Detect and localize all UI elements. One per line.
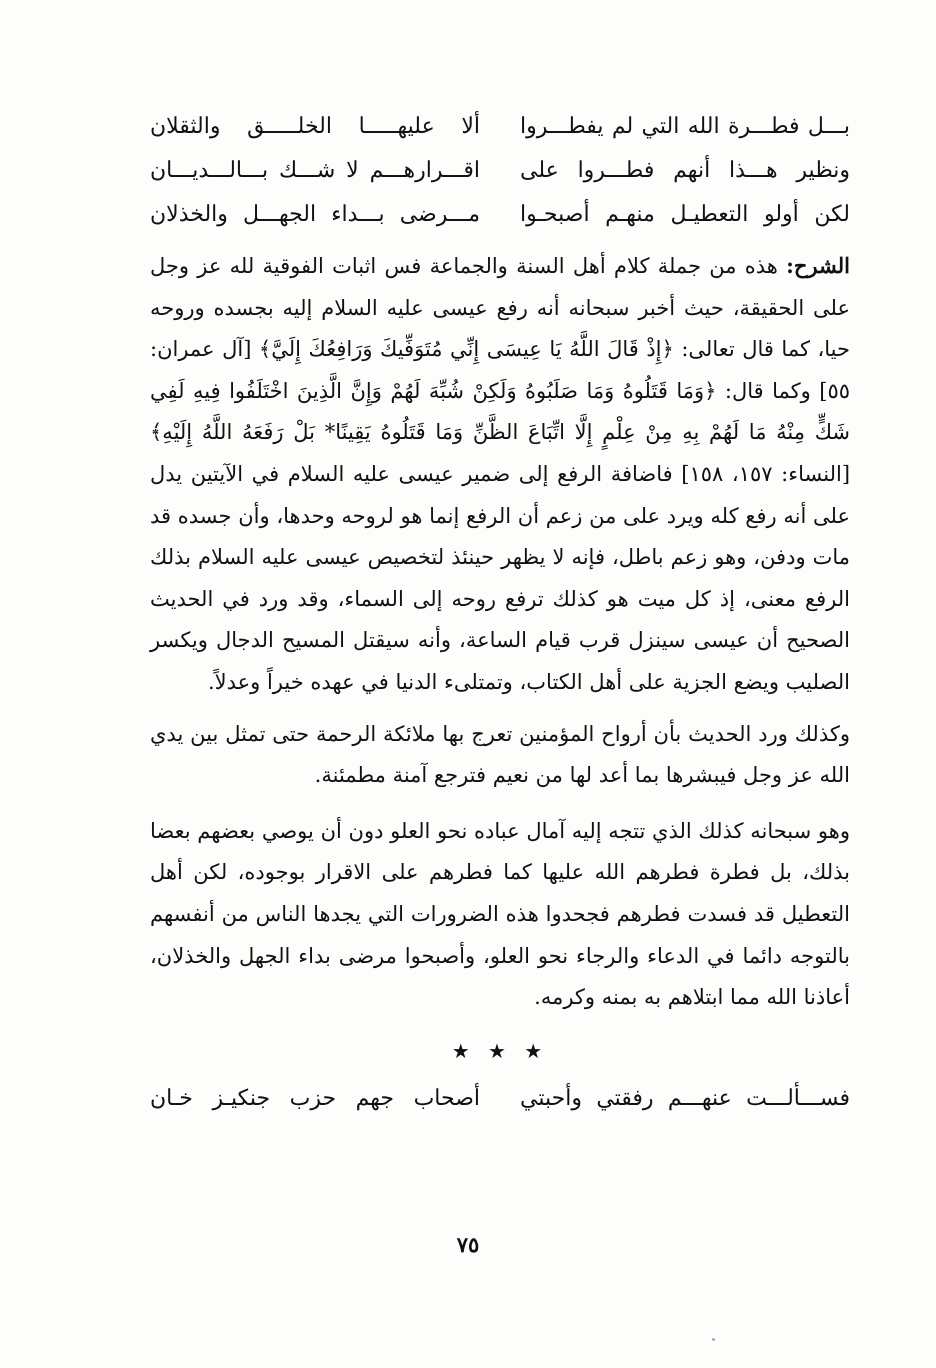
commentary-paragraph bbox=[150, 245, 850, 704]
verse-second-hemistich: أصحاب جهم حزب جنكيـز خـان bbox=[150, 1085, 480, 1111]
commentary-text: هذه من جملة كلام أهل السنة والجماعة فس اثبات الفوقية لله عز وجل على الحقيقة، حيث أخبر سبحانه أنه رفع عيسى عليه السلام إليه بجسده وروحه حيا، كما قال تعالى: ﴿إِذْ قَالَ اللَّهُ يَا عِيسَى إِنِّي مُتَوَفِّيكَ وَرَافِعُكَ إِلَيَّ﴾ [آل عمران: ٥٥] وكما قال: ﴿وَمَا قَتَلُوهُ وَمَا صَلَبُوهُ وَلَكِنْ شُبِّهَ لَهُمْ وَإِنَّ الَّذِينَ اخْتَلَفُوا فِيهِ لَفِي شَكٍّ مِنْهُ مَا لَهُمْ بِهِ مِنْ عِلْمٍ إِلَّا اتِّبَاعَ الظَّنِّ وَمَا قَتَلُوهُ يَقِينًا* بَلْ رَفَعَهُ اللَّهُ إِلَيْهِ﴾ [النساء: ١٥٧، ١٥٨] فاضافة الرفع إلى ضمير عيسى عليه السلام في الآيتين يدل على أنه رفع كله ويرد على من زعم أن الرفع إنما هو لروحه وحدها، وأن جسده قد مات ودفن، وهو زعم باطل، فإنه لا يظهر حينئذ لتخصيص عيسى عليه السلام بذلك الرفع معنى، إذ كل ميت هو كذلك ترفع روحه إلى السماء، وقد ورد في الحديث الصحيح أن عيسى سينزل قرب قيام الساعة، وأنه سيقتل المسيح الدجال ويكسر الصليب ويضع الجزية على أهل الكتاب، وتمتلىء الدنيا في عهده خيراً وعدلاً. bbox=[150, 254, 851, 694]
verse-second-hemistich: مـــرضى بـــداء الجهـــل والخذلان bbox=[150, 202, 480, 227]
body-paragraph: وهو سبحانه كذلك الذي تتجه إليه آمال عباده نحو العلو دون أن يوصي بعضهم بعضا بذلك، بل فطرة فطرهم الله عليها كما فطرهم على الاقرار بوجوده، لكن أهل التعطيل قد فسدت فطرهم فجحدوا هذه الضرورات التي يجدها الناس من أنفسهم بالتوجه دائما في الدعاء والرجاء نحو العلو، وأصبحوا مرضى بداء الجهل والخذلان، أعاذنا الله مما ابتلاهم به بمنه وكرمه. bbox=[150, 818, 850, 1010]
commentary-label: الشرح: bbox=[786, 253, 850, 278]
poem-verse-bottom bbox=[150, 1077, 850, 1121]
verse-second-hemistich: ألا عليهـــــا الخلـــــق والثقلان bbox=[150, 114, 480, 139]
poem-verse bbox=[150, 149, 850, 193]
body-paragraph: وكذلك ورد الحديث بأن أرواح المؤمنين تعرج بها ملائكة الرحمة حتى تمثل بين يدي الله عز وجل فيبشرها بما أعد لها من نعيم فترجع آمنة مطمئنة. bbox=[150, 721, 850, 788]
page-number: ٧٥ bbox=[456, 1232, 480, 1257]
verse-second-hemistich: اقـــرارهـــم لا شـــك بـــالـــديـــان bbox=[150, 158, 480, 183]
verse-first-hemistich: ونظير هـــذا أنهم فطـــروا على bbox=[520, 158, 850, 183]
poem-verse bbox=[150, 193, 850, 237]
verse-first-hemistich: فســـألـــت عنهـــم رفقتي وأحبتي bbox=[520, 1085, 850, 1111]
page-content bbox=[150, 105, 850, 1305]
scan-speck bbox=[712, 1338, 715, 1341]
verse-first-hemistich: بـــل فطـــرة الله التي لم يفطـــروا bbox=[520, 114, 850, 139]
section-separator: ★ ★ ★ bbox=[451, 1038, 549, 1063]
poem-top bbox=[150, 105, 850, 237]
poem-verse bbox=[150, 105, 850, 149]
verse-first-hemistich: لكن أولو التعطيـل منهـم أصبحـوا bbox=[520, 202, 850, 227]
